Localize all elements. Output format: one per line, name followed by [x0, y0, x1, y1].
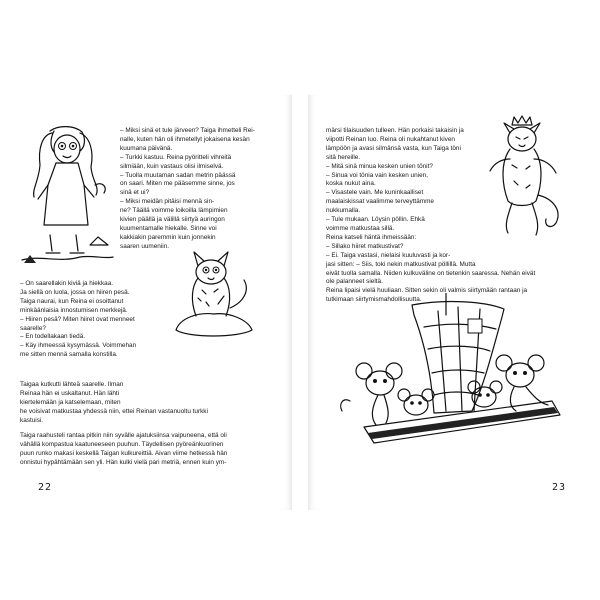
girl-illustration	[20, 125, 115, 275]
right-page	[308, 95, 580, 510]
left-text-block-1: – Miksi sinä et tule järveen? Taiga ihmetteli Rei- nalle, kuten hän oli ihmetellyt jokaisena kesän kuumana päivänä. – Turkki kastuu. Reina pyöritteli vihreitä silmiään, kuin vastaus olisi ilmiselvä. – Tuolla muutaman sadan metrin päässä on saari. Miten me pääsemme sinne, jos sinä et ui? – Miksi meidän pitäisi mennä sin- ne? Täällä voimme loikoilla lämpimien kivien päällä ja välillä siirtyä auringon kuumentamalle hiekalle. Sinne voi kakkiakin paremmin kuin jonnekin saaren uumeniin.	[120, 127, 255, 250]
page-number-left: 22	[38, 482, 53, 493]
left-text-block-3: Taigaa kutkutti lähteä saarelle. Ilman Reinaa hän ei uskaltanut. Hän lähti kiertelemään ja katselemaan, miten he voisivat matkustaa yhdessä niin, ettei Reinan vastanuoltu turkki kastuisi.	[20, 381, 208, 424]
left-page	[20, 95, 292, 510]
page-number-right: 23	[552, 482, 567, 493]
cat-on-rock-illustration	[168, 250, 258, 340]
right-text-block-1: märsi tilaisuuden tulleen. Hän porkaisi takaisin ja viipotti Reinan luo. Reina oli nukahtanut kiven lämpöön ja avasi silmänsä vasta, kun Taiga töni sitä hereille. – Mitä sinä minua kesken unien tönit? – Sinua voi tönia vain kesken unien, koska nukut aina. – Visastele vain. Me kuninkaalliset maalaiskissat vaalimme terveyttämme nukkumalla. – Tule mukaan. Löysin pöllin. Ehkä voimme matkustaa sillä. Reina katseli häntä ihmeissään: – Sillako hiiret matkustivat? – Ei. Taiga vastasi, nielaisi kuuluvasti ja kor- jasi sitten: – Siis, toki nekin matkustivat pöllillä. Mutta eivät tuolla samalla. Niiden kulkuväline on tietenkin saaressa. Nehän eivät ole palanneet sieltä. Reina lipaisi vielä huuliaan. Sitten sekin oli valmis siirtymään rantaan ja tutkimaan siirtymismahdollisuutta.	[326, 127, 536, 304]
mice-raft-illustration	[334, 293, 570, 453]
left-text-block-2: – On saarellakin kiviä ja hiekkaa. Ja siellä on luola, jossa on hiiren pesä. Taiga naurai, kun Reina ei osoittanut minkäänlaisia innostumisen merkkejä. – Hiiren pesä? Miten hiiret ovat menneet saarelle? – En todellakaan tiedä. – Käy ihmeessä kysymässä. Voimmehan me sitten mennä samalla konstilla.	[20, 280, 137, 359]
left-text-block-4: Taiga raahusteli rantaa pitkin niin syvälle ajatuksiinsa vaipuneena, että oli vähällä kompastua kaatuneeseen puuhun. Täydellisen pyöreänkuorinen puun runko makasi keskellä Taigan kulkureittiä. Aivan viime hetkessä hän onnistui hypähtämään sen yli. Hän kulki vielä pari metriä, ennen kuin ym-	[20, 432, 228, 466]
